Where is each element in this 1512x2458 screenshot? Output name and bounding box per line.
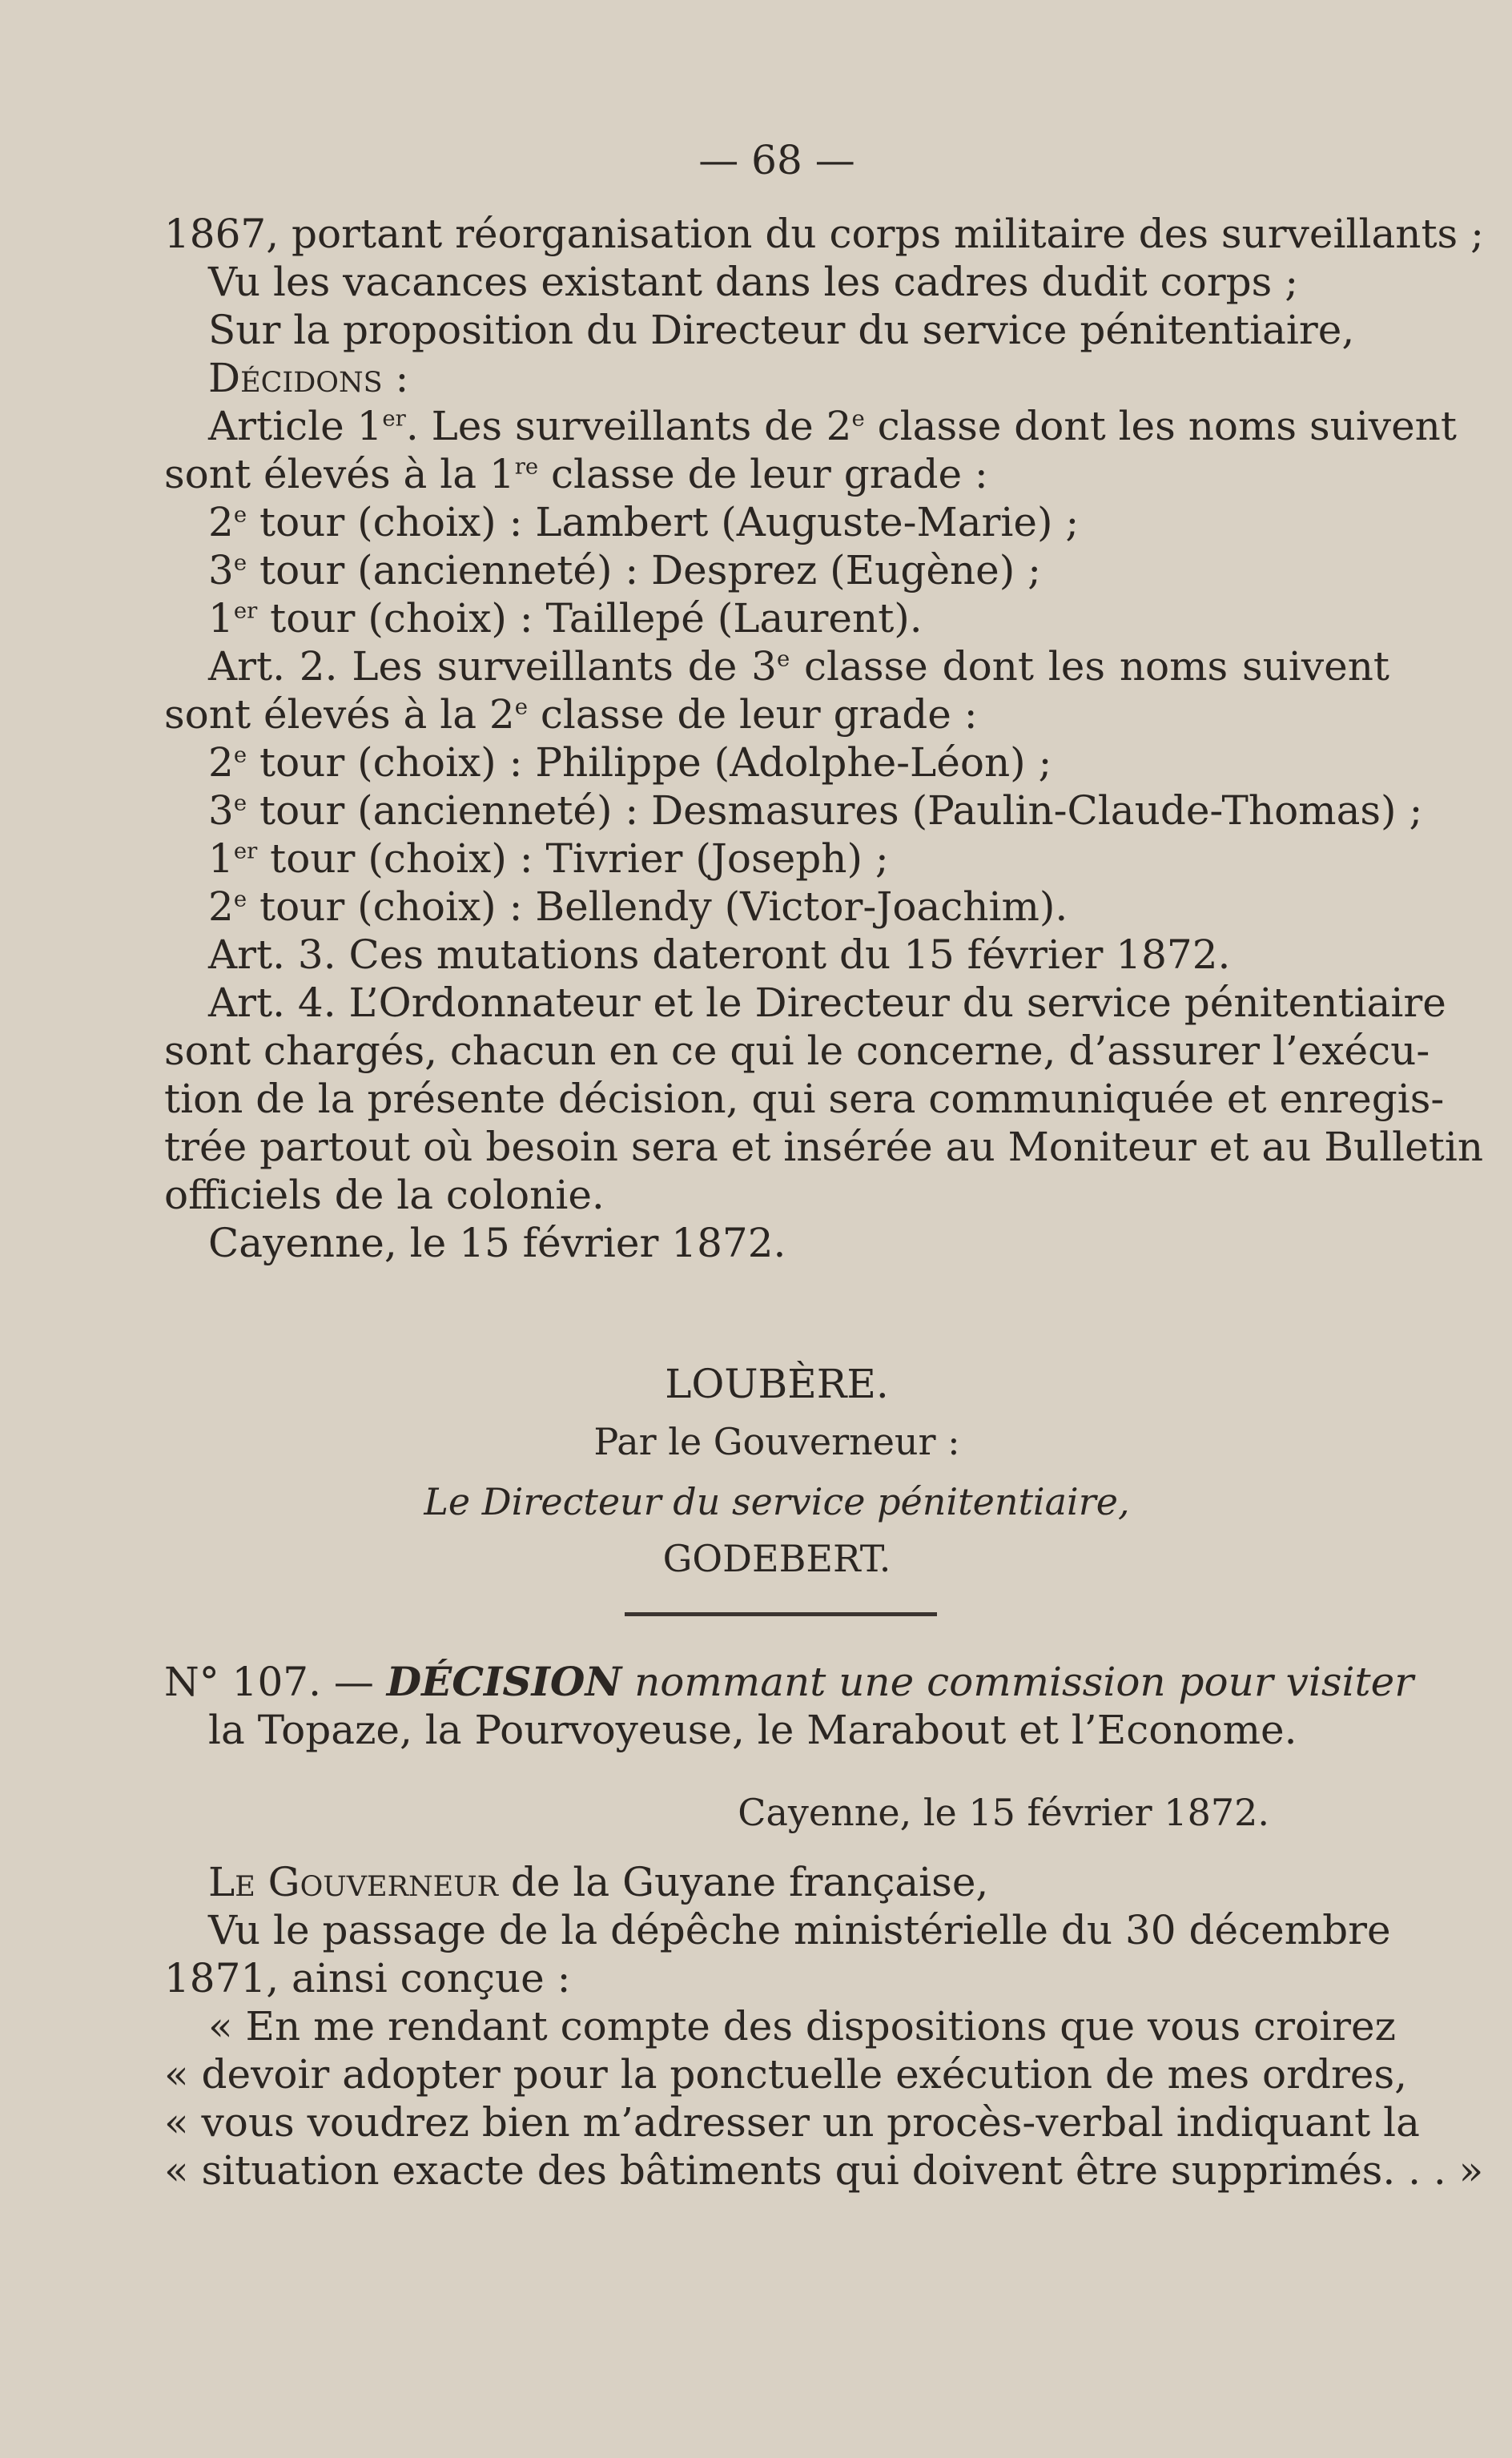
place-date: Cayenne, le 15 février 1872. [208,1220,786,1266]
par-le-gouverneur: Par le Gouverneur : [593,1420,960,1463]
quote-line: « devoir adopter pour la ponctuelle exécution de mes ordres, [164,2051,1408,2098]
article-2: Art. 2. Les surveillants de 3e classe dont les noms suivent [208,643,1389,690]
quote-line: « vous voudrez bien m’adresser un procès-verbal indiquant la [164,2099,1420,2146]
article-1: Article 1er. Les surveillants de 2e classe dont les noms suivent [208,403,1457,449]
decision-title-line2: la Topaze, la Pourvoyeuse, le Marabout et l’Econome. [208,1707,1297,1753]
list-item: 2e tour (choix) : Philippe (Adolphe-Léon) ; [208,739,1052,786]
text-line: officiels de la colonie. [164,1172,605,1218]
text-line: sont chargés, chacun en ce qui le concerne, d’assurer l’exécu- [164,1028,1430,1074]
text-line: 1871, ainsi conçue : [164,1955,571,2001]
list-item: 1er tour (choix) : Taillepé (Laurent). [208,595,923,642]
quote-line: « En me rendant compte des dispositions que vous croirez [208,2003,1396,2050]
article-4: Art. 4. L’Ordonnateur et le Directeur du service pénitentiaire [208,980,1446,1026]
decision-body [164,210,1484,1267]
list-item: 3e tour (ancienneté) : Desprez (Eugène) ; [208,547,1042,593]
list-item: 2e tour (choix) : Bellendy (Victor-Joachim). [208,883,1068,930]
text-line: sont élevés à la 1re classe de leur grade : [164,451,988,497]
article-3: Art. 3. Ces mutations dateront du 15 février 1872. [208,931,1231,978]
quote-line: « situation exacte des bâtiments qui doivent être supprimés. . . » [164,2147,1484,2194]
list-item: 2e tour (choix) : Lambert (Auguste-Marie) ; [208,499,1080,545]
signature-godebert: GODEBERT. [662,1537,891,1580]
decision-title: N° 107. — DÉCISION nommant une commission pour visiter [164,1658,1414,1705]
decision-107-body [164,1858,1484,2194]
decision-107 [164,1658,1414,1754]
text-line: Vu les vacances existant dans les cadres dudit corps ; [208,259,1299,305]
text-line: tion de la présente décision, qui sera communiquée et enregis- [164,1076,1445,1122]
list-item: 3e tour (ancienneté) : Desmasures (Paulin-Claude-Thomas) ; [208,787,1423,834]
text-line: Vu le passage de la dépêche ministérielle du 30 décembre [208,1907,1391,1953]
directeur-line: Le Directeur du service pénitentiaire, [424,1480,1130,1523]
text-line: trée partout où besoin sera et insérée au Moniteur et au Bulletin [164,1124,1484,1170]
text-line: Sur la proposition du Directeur du service pénitentiaire, [208,307,1355,353]
list-item: 1er tour (choix) : Tivrier (Joseph) ; [208,835,889,882]
decision-date: Cayenne, le 15 février 1872. [738,1791,1269,1834]
section-divider [625,1612,937,1616]
text-line: sont élevés à la 2e classe de leur grade : [164,691,978,738]
decidons-heading: Décidons : [208,355,409,401]
text-line: 1867, portant réorganisation du corps militaire des surveillants ; [164,211,1484,257]
page-number: — 68 — [698,137,855,183]
text-line: Le Gouverneur de la Guyane française, [208,1859,989,1905]
signature-loubere: LOUBÈRE. [665,1361,889,1407]
